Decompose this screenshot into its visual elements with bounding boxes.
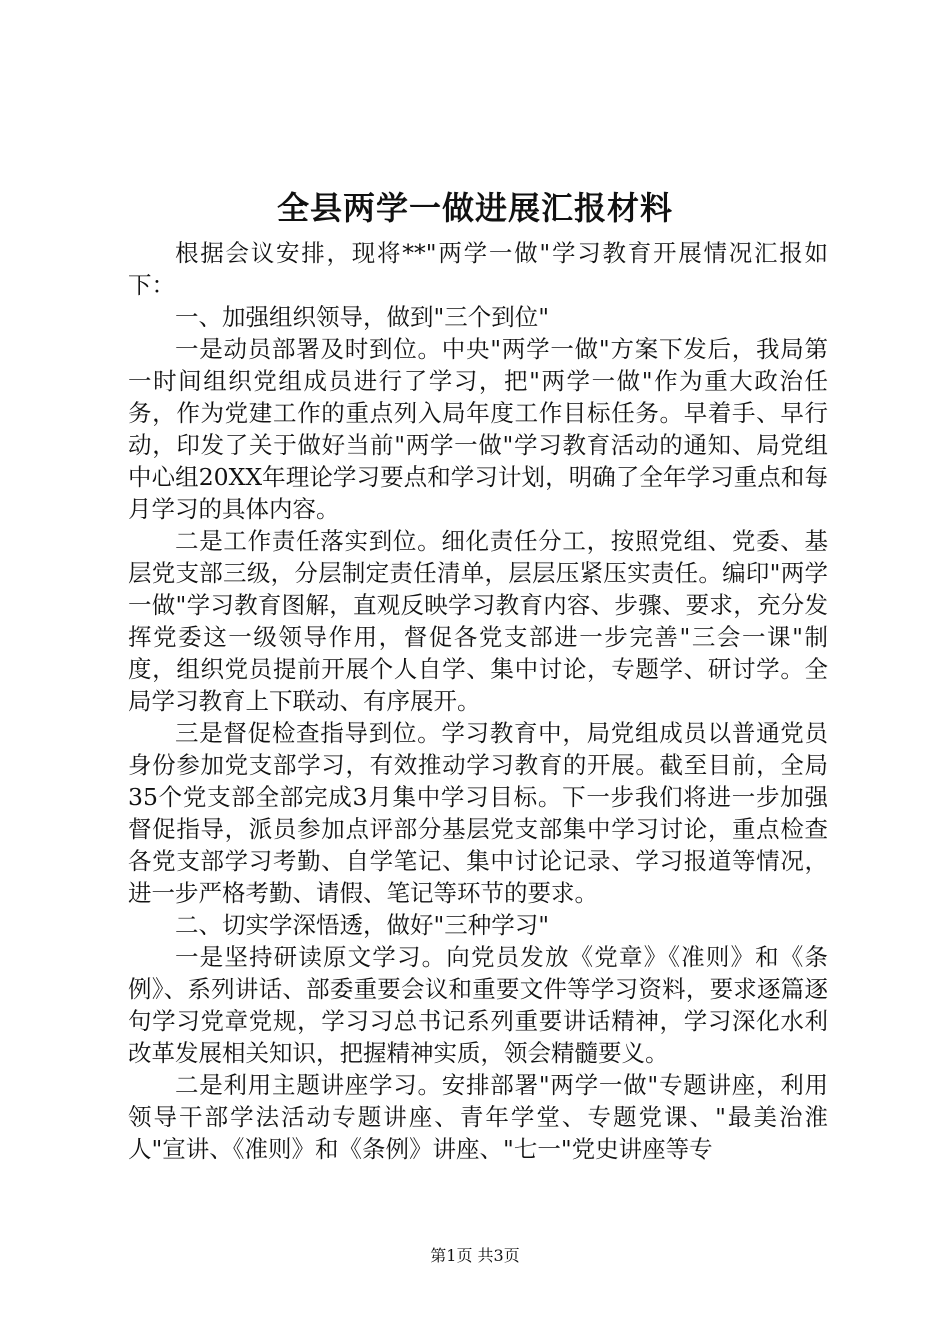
document-title: 全县两学一做进展汇报材料 xyxy=(276,189,673,227)
paragraph: 一是坚持研读原文学习。向党员发放《党章》《准则》和《条例》、系列讲话、部委重要会议和重要文件等学习资料，要求逐篇逐句学习党章党规，学习习总书记系列重要讲话精神，学习深化水利改革发展相关知识，把握精神实质，领会精髓要义。 xyxy=(128,943,828,1067)
paragraph-intro: 根据会议安排，现将**"两学一做"学习教育开展情况汇报如下： xyxy=(128,239,828,299)
section-heading-2: 二、切实学深悟透，做好"三种学习" xyxy=(175,911,550,939)
paragraph: 三是督促检查指导到位。学习教育中，局党组成员以普通党员身份参加党支部学习，有效推动学习教育的开展。截至目前，全局35个党支部全部完成3月集中学习目标。下一步我们将进一步加强督促指导，派员参加点评部分基层党支部集中学习讨论，重点检查各党支部学习考勤、自学笔记、集中讨论记录、学习报道等情况，进一步严格考勤、请假、笔记等环节的要求。 xyxy=(128,719,828,907)
page-number-footer: 第1页 共3页 xyxy=(430,1246,520,1265)
paragraph: 二是工作责任落实到位。细化责任分工，按照党组、党委、基层党支部三级，分层制定责任清单，层层压紧压实责任。编印"两学一做"学习教育图解，直观反映学习教育内容、步骤、要求，充分发挥党委这一级领导作用，督促各党支部进一步完善"三会一课"制度，组织党员提前开展个人自学、集中讨论，专题学、研讨学。全局学习教育上下联动、有序展开。 xyxy=(128,527,828,715)
paragraph: 一是动员部署及时到位。中央"两学一做"方案下发后，我局第一时间组织党组成员进行了学习，把"两学一做"作为重大政治任务，作为党建工作的重点列入局年度工作目标任务。早着手、早行动，印发了关于做好当前"两学一做"学习教育活动的通知、局党组中心组20XX年理论学习要点和学习计划，明确了全年学习重点和每月学习的具体内容。 xyxy=(128,335,828,523)
document-body xyxy=(128,237,828,1165)
section-heading-1: 一、加强组织领导，做到"三个到位" xyxy=(175,303,550,331)
paragraph: 二是利用主题讲座学习。安排部署"两学一做"专题讲座，利用领导干部学法活动专题讲座、青年学堂、专题党课、"最美治淮人"宣讲、《准则》和《条例》讲座、"七一"党史讲座等专 xyxy=(128,1071,828,1163)
